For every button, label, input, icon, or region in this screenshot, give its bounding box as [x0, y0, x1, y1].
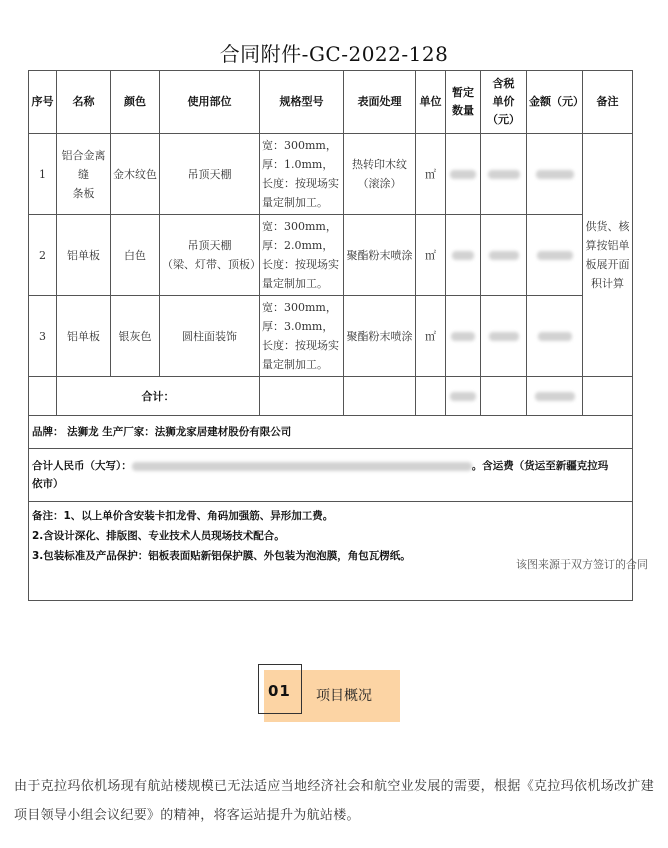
row-remark	[583, 134, 633, 377]
redaction-blur	[450, 170, 476, 179]
redaction-blur	[537, 251, 573, 260]
row-surface-line2: （滚涂）	[357, 177, 402, 190]
row-spec-line2: 厚：3.0mm，	[262, 320, 334, 333]
row-surface-line1: 热转印木纹	[352, 158, 407, 171]
table-header-row	[29, 71, 633, 134]
amount-in-words	[29, 449, 633, 502]
row-spec	[260, 215, 344, 296]
row-quantity-redacted	[446, 296, 481, 377]
row-name-line1: 铝合金离缝	[61, 148, 106, 181]
header-price-line3: （元）	[487, 113, 520, 126]
contract-table	[28, 70, 633, 601]
amount-prefix: 合计人民币（大写）：	[32, 460, 132, 472]
row-unit: ㎡	[416, 215, 446, 296]
header-quantity-line1: 暂定	[452, 86, 474, 99]
image-caption: 该图来源于双方签订的合同	[516, 558, 648, 571]
row-surface-line1: 聚酯粉末喷涂	[346, 248, 413, 262]
row-price-redacted	[481, 296, 527, 377]
row-name-line1: 铝单板	[67, 329, 100, 343]
amount-suffix-line1: 。含运费（货运至新疆克拉玛	[471, 460, 609, 472]
row-surface	[344, 296, 416, 377]
row-seq: 1	[29, 134, 57, 215]
total-unit-empty	[416, 377, 446, 416]
header-quantity	[446, 71, 481, 134]
redaction-blur	[536, 170, 574, 179]
row-usage	[160, 215, 260, 296]
header-unit: 单位	[416, 71, 446, 134]
redaction-blur	[535, 392, 575, 401]
row-spec-line2: 厚：1.0mm，	[262, 158, 334, 171]
row-color: 银灰色	[111, 296, 160, 377]
row-spec-line4: 量定制加工。	[262, 196, 328, 209]
row-spec-line1: 宽：300mm，	[262, 139, 337, 152]
row-spec-line4: 量定制加工。	[262, 358, 328, 371]
amount-words-row	[29, 449, 633, 502]
total-spec-empty	[260, 377, 344, 416]
row-usage	[160, 134, 260, 215]
row-surface	[344, 215, 416, 296]
section-heading: 项目概况	[316, 688, 372, 704]
notes	[29, 502, 633, 601]
row-surface	[344, 134, 416, 215]
row-color: 金木纹色	[111, 134, 160, 215]
body-paragraph: 由于克拉玛依机场现有航站楼规模已无法适应当地经济社会和航空业发展的需要，根据《克拉玛依机场改扩建项目领导小组会议纪要》的精神，将客运站提升为航站楼。	[14, 779, 654, 823]
row-quantity-redacted	[446, 215, 481, 296]
row-amount-redacted	[527, 296, 583, 377]
row-usage-line1: 吊顶天棚	[187, 239, 232, 252]
header-price-line2: 单价	[492, 95, 515, 108]
header-remark: 备注	[583, 71, 633, 134]
redaction-blur	[452, 251, 474, 260]
row-spec	[260, 134, 344, 215]
row-spec-line3: 长度：按现场实	[262, 339, 339, 352]
header-surface: 表面处理	[344, 71, 416, 134]
header-seq: 序号	[29, 71, 57, 134]
row-name	[57, 215, 111, 296]
total-row	[29, 377, 633, 416]
total-surface-empty	[344, 377, 416, 416]
table-row	[29, 134, 633, 215]
row-unit: ㎡	[416, 134, 446, 215]
notes-row	[29, 502, 633, 601]
row-unit: ㎡	[416, 296, 446, 377]
total-label: 合计：	[57, 377, 260, 416]
redaction-blur	[132, 462, 472, 471]
redaction-blur	[488, 170, 520, 179]
amount-suffix-line2: 依市）	[32, 478, 64, 490]
header-spec: 规格型号	[260, 71, 344, 134]
row-price-redacted	[481, 134, 527, 215]
redaction-blur	[538, 332, 572, 341]
remark-line1: 供货、核	[585, 220, 630, 233]
total-price-empty	[481, 377, 527, 416]
row-usage-line1: 吊顶天棚	[187, 167, 232, 181]
row-amount-redacted	[527, 215, 583, 296]
note-line2: 2.含设计深化、排版图、专业技术人员现场技术配合。	[32, 530, 285, 542]
remark-line3: 板展开面	[585, 258, 630, 271]
row-color: 白色	[111, 215, 160, 296]
section-number: 01	[268, 682, 291, 700]
contract-table-container	[28, 70, 632, 562]
row-name-line2: 条板	[72, 186, 95, 200]
document-title: 合同附件-GC-2022-128	[219, 42, 449, 66]
row-name	[57, 296, 111, 377]
note-line3: 3.包装标准及产品保护：铝板表面贴新铝保护膜、外包装为泡泡膜，角包瓦楞纸。	[32, 550, 411, 562]
row-usage	[160, 296, 260, 377]
note-line1: 备注：1、以上单价含安装卡扣龙骨、角码加强筋、异形加工费。	[32, 510, 334, 522]
row-spec-line1: 宽：300mm，	[262, 301, 337, 314]
row-spec-line4: 量定制加工。	[262, 277, 328, 290]
brand-info: 品牌： 法狮龙 生产厂家：法狮龙家居建材股份有限公司	[29, 416, 633, 449]
redaction-blur	[489, 251, 519, 260]
row-price-redacted	[481, 215, 527, 296]
row-quantity-redacted	[446, 134, 481, 215]
header-color: 颜色	[111, 71, 160, 134]
header-name: 名称	[57, 71, 111, 134]
row-name-line1: 铝单板	[67, 248, 100, 262]
redaction-blur	[489, 332, 519, 341]
header-quantity-line2: 数量	[452, 104, 474, 117]
remark-line4: 积计算	[591, 277, 624, 290]
row-seq: 3	[29, 296, 57, 377]
total-remark-empty	[583, 377, 633, 416]
table-row	[29, 296, 633, 377]
redaction-blur	[450, 392, 476, 401]
row-surface-line1: 聚酯粉末喷涂	[346, 329, 413, 343]
row-spec-line3: 长度：按现场实	[262, 258, 339, 271]
total-amount-redacted	[527, 377, 583, 416]
total-seq-empty	[29, 377, 57, 416]
redaction-blur	[451, 332, 475, 341]
row-seq: 2	[29, 215, 57, 296]
row-spec-line3: 长度：按现场实	[262, 177, 339, 190]
header-amount: 金额（元）	[527, 71, 583, 134]
row-spec-line2: 厚：2.0mm，	[262, 239, 334, 252]
row-spec	[260, 296, 344, 377]
header-price-line1: 含税	[492, 77, 515, 90]
row-usage-line1: 圆柱面装饰	[182, 329, 237, 343]
header-usage: 使用部位	[160, 71, 260, 134]
total-quantity-redacted	[446, 377, 481, 416]
brand-row	[29, 416, 633, 449]
table-row	[29, 215, 633, 296]
row-name	[57, 134, 111, 215]
remark-line2: 算按铝单	[585, 239, 630, 252]
row-spec-line1: 宽：300mm，	[262, 220, 337, 233]
header-price	[481, 71, 527, 134]
row-amount-redacted	[527, 134, 583, 215]
row-usage-line2: （梁、灯带、顶板）	[162, 258, 261, 271]
